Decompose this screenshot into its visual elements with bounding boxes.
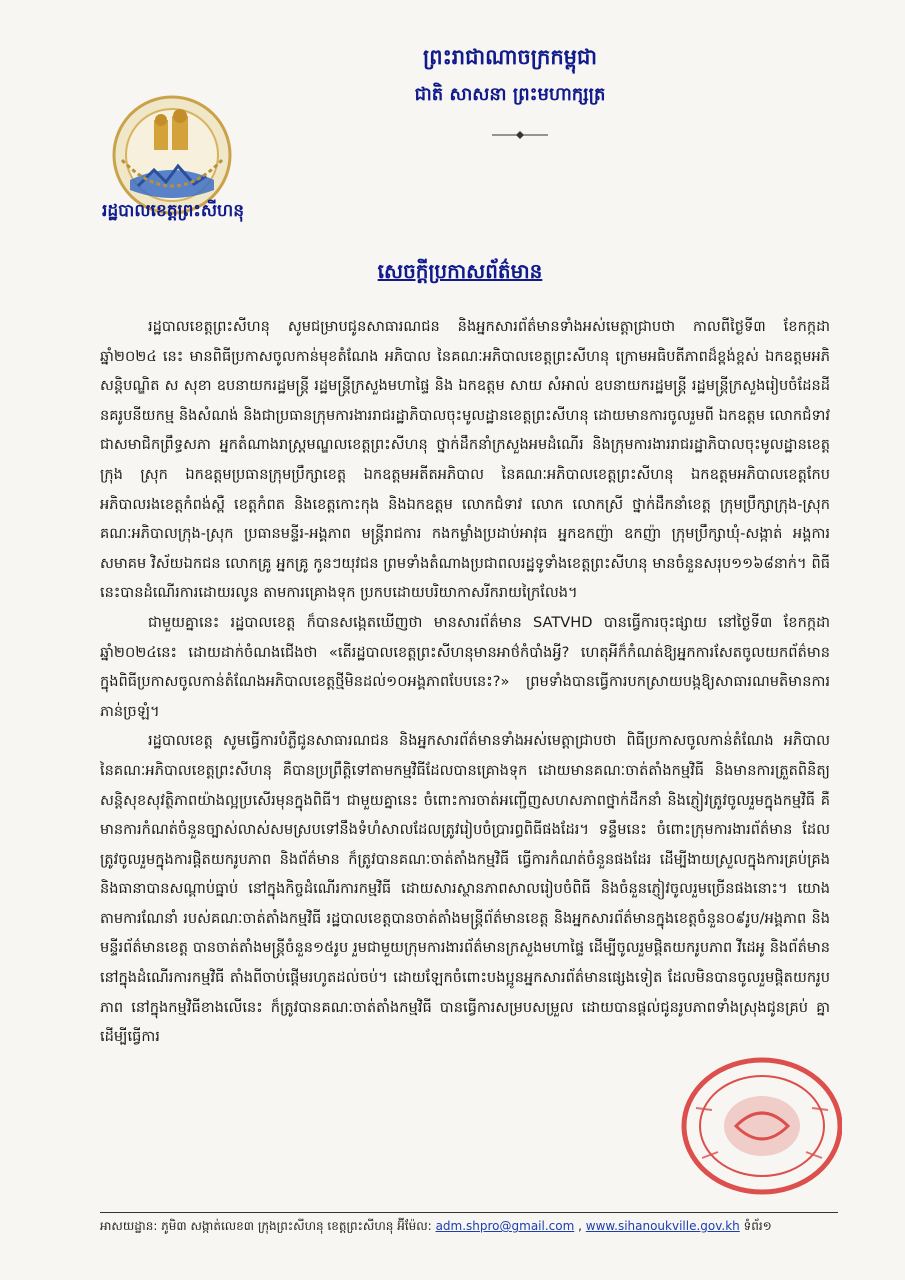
provincial-emblem-icon (108, 94, 236, 216)
official-seal-stamp-icon (652, 1048, 842, 1198)
footer-address: អាសយដ្ឋាន: ភូមិ៣ សង្កាត់លេខ៣ ក្រុងព្រះសីហនុ ខេត្តព្រះសីហនុ អ៊ីម៉ែល: (100, 1219, 432, 1233)
footer (100, 1218, 840, 1236)
footer-page-number: ទំព័រ១ (743, 1219, 772, 1233)
footer-separator: , (578, 1219, 582, 1233)
paragraph-3: រដ្ឋបាលខេត្ត សូមធ្វើការបំភ្លឺជូនសាធារណជន និងអ្នកសារព័ត៌មានទាំងអស់មេត្តាជ្រាបថា ពិធីប្រកាសចូលកាន់តំណែង អភិបាល នៃគណៈអភិបាលខេត្តព្រះសីហនុ គឺបានប្រព្រឹត្តិទៅតាមកម្មវិធីដែលបានគ្រោងទុក ដោយមានគណៈចាត់តាំងកម្មវិធី និងមានការត្រួតពិនិត្យសន្តិសុខសុវត្ថិភាពយ៉ាងល្អប្រសើរមុនក្នុងពិធី។ ជាមួយគ្នានេះ ចំពោះការចាត់អញ្ជើញសហសភាពថ្នាក់ដឹកនាំ និងភ្ញៀវត្រូវចូលរួមក្នុងកម្មវិធី គឺមានការកំណត់ចំនួនច្បាស់លាស់សមស្របទៅនឹងទំហំសាលដែលត្រូវរៀបចំប្រារព្ធពិធីផងដែរ។ ទន្ទឹមនេះ ចំពោះក្រុមការងារព័ត៌មាន ដែលត្រូវចូលរួមក្នុងការផ្តិតយករូបភាព និងព័ត៌មាន ក៏ត្រូវបានគណៈចាត់តាំងកម្មវិធី ធ្វើការកំណត់ចំនួនផងដែរ ដើម្បីងាយស្រួលក្នុងការគ្រប់គ្រង និងធានាបានសណ្តាប់ធ្នាប់ នៅក្នុងកិច្ចដំណើរការកម្មវិធី ដោយសារស្ថានភាពសាលរៀបចំពិធី និងចំនួនភ្ញៀវចូលរួមច្រើនផងនោះ។ យោងតាមការណែនាំ របស់គណៈចាត់តាំងកម្មវិធី រដ្ឋបាលខេត្តបានចាត់តាំងមន្ត្រីព័ត៌មានខេត្ត និងអ្នកសារព័ត៌មានក្នុងខេត្តចំនួន០៩រូប/អង្គភាព និងមន្ទីរព័ត៌មានខេត្ត បានចាត់តាំងមន្ត្រីចំនួន១៥រូប រួមជាមួយក្រុមការងារព័ត៌មានក្រសួងមហាផ្ទៃ ដើម្បីចូលរួមផ្តិតយករូបភាព វីដេអូ និងព័ត៌មាននៅក្នុងដំណើរការកម្មវិធី តាំងពីចាប់ផ្តើមរហូតដល់ចប់។ ដោយឡែកចំពោះបងប្អូនអ្នកសារព័ត៌មានផ្សេងទៀត ដែលមិនបានចូលរួមផ្តិតយករូបភាព នៅក្នុងកម្មវិធីខាងលើនេះ ក៏ត្រូវបានគណៈចាត់តាំងកម្មវិធី បានធ្វើការសម្របសម្រួល ដោយបានផ្តល់ជូនរូបភាពទាំងស្រុងជូនគ្រប់ គ្នា ដើម្បីធ្វើការ (100, 732, 830, 1046)
organization-name: រដ្ឋបាលខេត្តព្រះសីហនុ (102, 201, 245, 221)
footer-website-link[interactable]: www.sihanoukville.gov.kh (585, 1219, 740, 1233)
national-motto: ជាតិ សាសនា ព្រះមហាក្សត្រ (414, 84, 606, 105)
document-title: សេចក្តីប្រកាសព័ត៌មាន (377, 259, 543, 283)
footer-email-link[interactable]: adm.shpro@gmail.com (435, 1219, 575, 1233)
footer-divider (100, 1212, 838, 1213)
paragraph-2: ជាមួយគ្នានេះ រដ្ឋបាលខេត្ត ក៏បានសង្កេតឃើញថា មានសារព័ត៌មាន SATVHD បានធ្វើការចុះផ្សាយ នៅថ្ងៃទី៣ ខែកក្កដា ឆ្នាំ២០២៤នេះ ដោយដាក់ចំណងជើងថា «តើរដ្ឋបាលខេត្តព្រះសីហនុមានអាថ៌កំបាំងអ្វី? ហេតុអីក៏កំណត់ឱ្យអ្នកការសែតចូលយកព័ត៌មាន ក្នុងពិធីប្រកាសចូលកាន់តំណែងអភិបាលខេត្តថ្មីមិនដល់១០អង្គភាពបែបនេះ?» ព្រមទាំងបានធ្វើការបកស្រាយបង្កឱ្យសាធារណមតិមានការភាន់ច្រឡំ។ (100, 613, 830, 720)
kingdom-heading: ព្រះរាជាណាចក្រកម្ពុជា (422, 44, 597, 69)
paragraph-1: រដ្ឋបាលខេត្តព្រះសីហនុ សូមជម្រាបជូនសាធារណជន និងអ្នកសារព័ត៌មានទាំងអស់មេត្តាជ្រាបថា កាលពីថ្ងៃទី៣ ខែកក្កដា ឆ្នាំ២០២៤ នេះ មានពិធីប្រកាសចូលកាន់មុខតំណែង អភិបាល នៃគណៈអភិបាលខេត្តព្រះសីហនុ ក្រោមអធិបតីភាពដ៏ខ្ពង់ខ្ពស់ ឯកឧត្តមអភិសន្តិបណ្ឌិត ស សុខា ឧបនាយករដ្ឋមន្ត្រី រដ្ឋមន្ត្រីក្រសួងមហាផ្ទៃ និង ឯកឧត្តម សាយ សំអាល់ ឧបនាយករដ្ឋមន្ត្រី រដ្ឋមន្ត្រីក្រសួងរៀបចំដែនដី នគរូបនីយកម្ម និងសំណង់ និងជាប្រធានក្រុមការងាររាជរដ្ឋាភិបាលចុះមូលដ្ឋានខេត្តព្រះសីហនុ ដោយមានការចូលរួមពី ឯកឧត្តម លោកជំទាវ ជាសមាជិកព្រឹទ្ធសភា អ្នកតំណាងរាស្ត្រមណ្ឌលខេត្តព្រះសីហនុ ថ្នាក់ដឹកនាំក្រសួងអមដំណើរ និងក្រុមការងាររាជរដ្ឋាភិបាលចុះមូលដ្ឋានខេត្ត ក្រុង ស្រុក ឯកឧត្តមប្រធានក្រុមប្រឹក្សាខេត្ត ឯកឧត្តមអតីតអភិបាល នៃគណៈអភិបាលខេត្តព្រះសីហនុ ឯកឧត្តមអភិបាលខេត្តកែប អភិបាលរងខេត្តកំពង់ស្ពឺ ខេត្តកំពត និងខេត្តកោះកុង និងឯកឧត្តម លោកជំទាវ លោក លោកស្រី ថ្នាក់ដឹកនាំខេត្ត ក្រុមប្រឹក្សាក្រុង-ស្រុក គណៈអភិបាលក្រុង-ស្រុក ប្រធានមន្ទីរ-អង្គភាព មន្ត្រីរាជការ កងកម្លាំងប្រដាប់អាវុធ អ្នកឧកញ៉ា ឧកញ៉ា ក្រុមប្រឹក្សាឃុំ-សង្កាត់ អង្គការ សមាគម វិស័យឯកជន លោកគ្រូ អ្នកគ្រូ កូនៗយុវជន ព្រមទាំងតំណាងប្រជាពលរដ្ឋទូទាំងខេត្តព្រះសីហនុ មានចំនួនសរុប១១៦៨នាក់។ ពិធីនេះបានដំណើរការដោយរលូន តាមការគ្រោងទុក ប្រកបដោយបរិយាកាសរីករាយក្រៃលែង។ (100, 318, 830, 602)
document-body (100, 312, 830, 1052)
divider-ornament-icon (490, 130, 550, 140)
